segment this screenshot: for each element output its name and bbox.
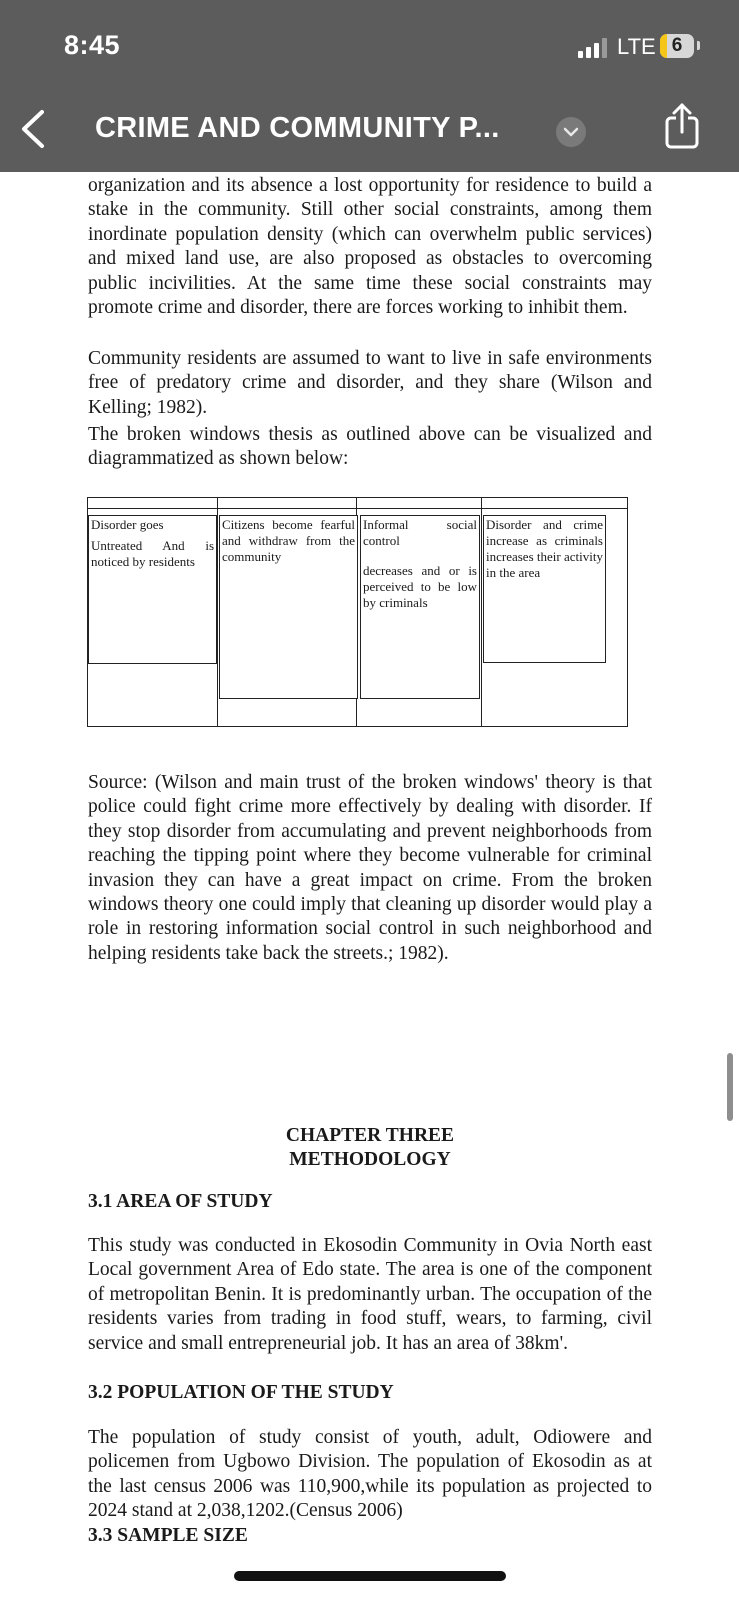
section-area-of-study: 3.1 AREA OF STUDY bbox=[88, 1191, 273, 1212]
document-title[interactable]: CRIME AND COMMUNITY P... bbox=[95, 112, 500, 144]
scrollbar[interactable] bbox=[727, 1053, 733, 1121]
app-header bbox=[0, 0, 739, 172]
battery-icon bbox=[660, 34, 694, 58]
diagram-box-crime-increase: Disorder and crime increase as criminals increases their activity in the area bbox=[483, 515, 606, 663]
network-label: LTE bbox=[617, 34, 656, 59]
diagram-box-social-control: Informal social control decreases and or is perceived to be low by criminals bbox=[360, 515, 480, 699]
paragraph-source: Source: (Wilson and main trust of the broken windows' theory is that police could fight crime more effectively by dealing with disorder. If they stop disorder from accumulating and prevent neighborhoods from reaching the tipping point where they become vulnerable for criminal invasion they can have a great impact on crime. From the broken windows theory one could imply that cleaning up disorder would play a role in restoring information social control in such neighborhood and helping residents take back the streets.; 1982). bbox=[88, 772, 652, 964]
paragraph-population: The population of study consist of youth, adult, Odiowere and policemen from Ugbowo Division. The population of Ekosodin as at the last census 2006 was 110,900,while its population as projected to 2024 stand at 2,038,1202.(Census 2006) bbox=[88, 1427, 652, 1522]
paragraph-social-constraints: organization and its absence a lost opportunity for residence to build a stake in the community. Still other social constraints, among them inordinate population density (which can overwhelm public services) and mixed land use, are also proposed as obstacles to overcoming public incivilities. At the same time these social constraints may promote crime and disorder, there are forces working to inhibit them. bbox=[88, 175, 652, 319]
chapter-heading: CHAPTER THREE METHODOLOGY bbox=[285, 1125, 455, 1171]
back-chevron-icon[interactable] bbox=[16, 108, 50, 150]
diagram-divider bbox=[88, 508, 627, 509]
diagram-box-disorder: Disorder goes Untreated And is noticed by residents bbox=[88, 515, 217, 664]
paragraph-broken-windows-thesis: The broken windows thesis as outlined above can be visualized and diagrammatized as shown below: bbox=[88, 424, 652, 470]
section-sample-size: 3.3 SAMPLE SIZE bbox=[88, 1525, 248, 1546]
diagram-box-citizens: Citizens become fearful and withdraw from the community bbox=[219, 515, 358, 699]
diagram-column-line bbox=[481, 498, 482, 726]
share-icon[interactable] bbox=[664, 102, 700, 150]
broken-windows-diagram bbox=[87, 497, 628, 727]
status-time: 8:45 bbox=[64, 30, 121, 60]
home-indicator[interactable] bbox=[234, 1571, 506, 1581]
chevron-down-icon bbox=[556, 117, 586, 147]
battery-nub bbox=[697, 41, 700, 50]
title-dropdown-button[interactable] bbox=[556, 117, 586, 147]
diagram-column-line bbox=[217, 498, 218, 726]
battery-level: 6 bbox=[671, 35, 683, 56]
paragraph-community-residents: Community residents are assumed to want to live in safe environments free of predatory crime and disorder, and they share (Wilson and Kelling; 1982). bbox=[88, 348, 652, 418]
paragraph-area-of-study: This study was conducted in Ekosodin Community in Ovia North east Local government Area of Edo state. The area is one of the component of metropolitan Benin. It is predominantly urban. The occupation of the residents varies from trading in food stuff, wears, to farming, civil service and small entrepreneurial job. It has an area of 38km'. bbox=[88, 1235, 652, 1354]
section-population: 3.2 POPULATION OF THE STUDY bbox=[88, 1382, 394, 1403]
